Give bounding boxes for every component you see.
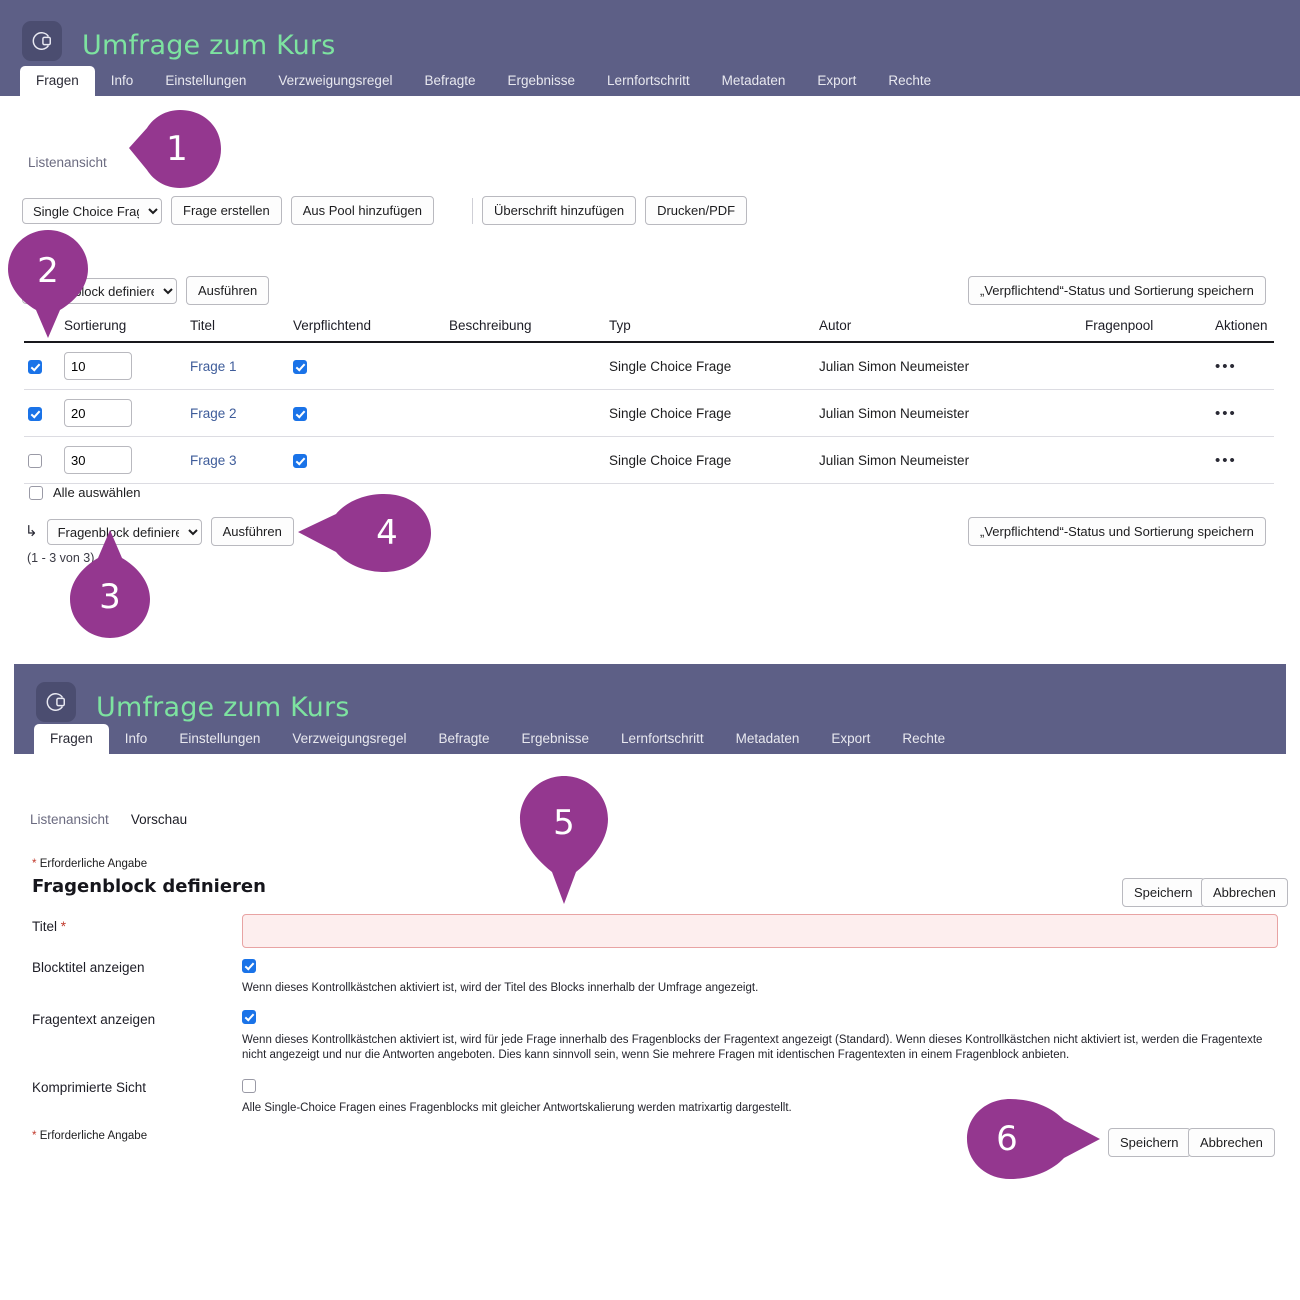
komprimierte-sicht-checkbox[interactable] (242, 1079, 256, 1093)
cancel-button-top[interactable]: Abbrechen (1201, 878, 1288, 907)
tab-export[interactable]: Export (817, 73, 857, 88)
field-label-komprimiert: Komprimierte Sicht (32, 1080, 147, 1095)
callout-number: 3 (99, 577, 121, 617)
field-desc-blocktitel: Wenn dieses Kontrollkästchen aktiviert ist, wird der Titel des Blocks innerhalb der Umfrage angezeigt. (242, 982, 759, 994)
tab-lernfortschritt[interactable]: Lernfortschritt (621, 731, 704, 746)
col-autor: Autor (815, 312, 1081, 342)
tab-befragte[interactable]: Befragte (438, 731, 490, 746)
cancel-button-bottom[interactable]: Abbrechen (1188, 1128, 1275, 1157)
row-autor: Julian Simon Neumeister (815, 390, 1081, 437)
tab-fragen[interactable]: Fragen (34, 724, 109, 754)
breadcrumb-2 (30, 812, 187, 827)
required-star: * (60, 919, 67, 934)
table-row (24, 390, 1274, 437)
tab-einstellungen[interactable]: Einstellungen (179, 731, 261, 746)
field-desc-fragentext: Wenn dieses Kontrollkästchen aktiviert ist, wird für jede Frage innerhalb des Fragenblocks der Fragentext angezeigt (Standard). Wenn dieses Kontrollkästchen nicht aktiviert ist, werden die Fragentexte nicht angezeigt und nur die Antworten angeboten. Dies kann sinnvoll sein, wenn Sie mehrere Fragen mit identischen Fragentexten in einem Fragenblock anbieten. (242, 1034, 1263, 1061)
app-header-1 (0, 0, 1300, 96)
breadcrumb-1 (28, 155, 107, 170)
save-button-top[interactable]: Speichern (1122, 878, 1205, 907)
row-select-checkbox[interactable] (28, 407, 42, 421)
tab-rechte[interactable]: Rechte (888, 73, 932, 88)
section-title: Fragenblock definieren (32, 876, 266, 897)
col-verpflichtend: Verpflichtend (289, 312, 445, 342)
col-titel: Titel (186, 312, 289, 342)
col-aktionen: Aktionen (1211, 312, 1274, 342)
callout-number: 5 (553, 803, 575, 843)
callout-marker-3 (66, 528, 154, 640)
select-all-label: Alle auswählen (53, 485, 141, 500)
row-typ: Single Choice Frage (605, 342, 815, 390)
sortierung-input[interactable] (64, 399, 132, 427)
page-title: Umfrage zum Kurs (96, 692, 350, 723)
tab-info[interactable]: Info (110, 73, 134, 88)
row-actions-menu[interactable]: ••• (1215, 357, 1237, 375)
blocktitel-checkbox[interactable] (242, 959, 256, 973)
field-label-text: Titel (32, 919, 58, 934)
paging-info: (1 - 3 von 3) (27, 551, 95, 565)
create-question-button[interactable]: Frage erstellen (171, 196, 282, 225)
tab-lernfortschritt[interactable]: Lernfortschritt (607, 73, 690, 88)
callout-number: 2 (37, 251, 59, 291)
tab-verzweigungsregel[interactable]: Verzweigungsregel (292, 731, 407, 746)
fragentext-checkbox[interactable] (242, 1010, 256, 1024)
sortierung-input[interactable] (64, 352, 132, 380)
save-mandatory-button-top[interactable]: „Verpflichtend“-Status und Sortierung speichern (968, 276, 1266, 305)
col-beschreibung: Beschreibung (445, 312, 605, 342)
ilias-logo-icon (22, 21, 62, 61)
question-title-link[interactable]: Frage 1 (190, 358, 237, 374)
questions-table (24, 312, 1274, 484)
callout-bubble (962, 1096, 1102, 1182)
select-all-row (29, 485, 140, 500)
tab-export[interactable]: Export (831, 731, 871, 746)
save-button-bottom[interactable]: Speichern (1108, 1128, 1191, 1157)
app-header-2 (14, 664, 1286, 754)
execute-button-top[interactable]: Ausführen (186, 276, 269, 305)
tab-verzweigungsregel[interactable]: Verzweigungsregel (278, 73, 393, 88)
row-fragenpool (1081, 342, 1211, 390)
row-autor: Julian Simon Neumeister (815, 437, 1081, 484)
callout-marker-4 (296, 488, 436, 578)
required-note-text: Erforderliche Angabe (39, 1130, 148, 1142)
row-fragenpool (1081, 390, 1211, 437)
tab-fragen[interactable]: Fragen (20, 66, 95, 96)
mandatory-checkbox[interactable] (293, 454, 307, 468)
field-label-titel (32, 919, 66, 934)
callout-marker-5 (516, 774, 612, 906)
callout-bubble (296, 488, 436, 578)
toolbar-divider (472, 198, 473, 224)
callout-number: 1 (166, 129, 188, 169)
row-actions-menu[interactable]: ••• (1215, 404, 1237, 422)
breadcrumb-listenansicht[interactable]: Listenansicht (30, 812, 109, 827)
row-beschreibung (445, 342, 605, 390)
field-desc-komprimiert: Alle Single-Choice Fragen eines Fragenblocks mit gleicher Antwortskalierung werden matrixartig dargestellt. (242, 1102, 792, 1114)
question-toolbar (22, 196, 747, 225)
required-note-text: Erforderliche Angabe (39, 858, 148, 870)
tab-befragte[interactable]: Befragte (424, 73, 476, 88)
table-row (24, 437, 1274, 484)
print-pdf-button[interactable]: Drucken/PDF (645, 196, 747, 225)
required-star: * (32, 1130, 37, 1142)
main-tabs (34, 724, 1286, 754)
row-beschreibung (445, 390, 605, 437)
page-title: Umfrage zum Kurs (82, 30, 336, 61)
col-typ: Typ (605, 312, 815, 342)
row-beschreibung (445, 437, 605, 484)
question-type-select[interactable] (22, 198, 162, 224)
col-sortierung: Sortierung (60, 312, 186, 342)
tab-rechte[interactable]: Rechte (902, 731, 946, 746)
breadcrumb-listenansicht[interactable]: Listenansicht (28, 155, 107, 170)
table-row (24, 342, 1274, 390)
row-actions-menu[interactable]: ••• (1215, 451, 1237, 469)
tab-info[interactable]: Info (124, 731, 148, 746)
callout-marker-1 (128, 104, 226, 194)
question-title-link[interactable]: Frage 2 (190, 405, 237, 421)
callout-number: 6 (996, 1119, 1018, 1159)
add-from-pool-button[interactable]: Aus Pool hinzufügen (291, 196, 434, 225)
ilias-logo-icon (36, 682, 76, 722)
execute-button-bottom[interactable]: Ausführen (211, 517, 294, 546)
mandatory-checkbox[interactable] (293, 407, 307, 421)
tab-metadaten[interactable]: Metadaten (735, 731, 800, 746)
table-header-row (24, 312, 1274, 342)
required-note-bottom (32, 1130, 147, 1142)
field-label-fragentext: Fragentext anzeigen (32, 1012, 156, 1027)
row-typ: Single Choice Frage (605, 390, 815, 437)
main-tabs (20, 66, 1300, 96)
add-heading-button[interactable]: Überschrift hinzufügen (482, 196, 636, 225)
subaction-arrow-icon: ↳ (25, 523, 38, 540)
col-fragenpool: Fragenpool (1081, 312, 1211, 342)
breadcrumb-vorschau[interactable]: Vorschau (130, 812, 188, 827)
question-title-link[interactable]: Frage 3 (190, 452, 237, 468)
sortierung-input[interactable] (64, 446, 132, 474)
row-select-checkbox[interactable] (28, 454, 42, 468)
row-typ: Single Choice Frage (605, 437, 815, 484)
row-select-checkbox[interactable] (28, 360, 42, 374)
tab-ergebnisse[interactable]: Ergebnisse (521, 731, 590, 746)
callout-marker-6 (962, 1096, 1102, 1182)
field-label-blocktitel: Blocktitel anzeigen (32, 960, 145, 975)
row-fragenpool (1081, 437, 1211, 484)
required-note-top (32, 858, 147, 870)
tab-metadaten[interactable]: Metadaten (721, 73, 786, 88)
select-all-checkbox[interactable] (29, 486, 43, 500)
titel-input[interactable] (242, 914, 1278, 948)
row-autor: Julian Simon Neumeister (815, 342, 1081, 390)
save-mandatory-button-bottom[interactable]: „Verpflichtend“-Status und Sortierung speichern (968, 517, 1266, 546)
required-star: * (32, 858, 37, 870)
callout-number: 4 (376, 513, 398, 553)
tab-ergebnisse[interactable]: Ergebnisse (507, 73, 576, 88)
tab-einstellungen[interactable]: Einstellungen (165, 73, 247, 88)
mandatory-checkbox[interactable] (293, 360, 307, 374)
questions-table-wrapper (24, 312, 1274, 484)
screen-two (0, 664, 1300, 1300)
callout-marker-2 (4, 228, 92, 340)
